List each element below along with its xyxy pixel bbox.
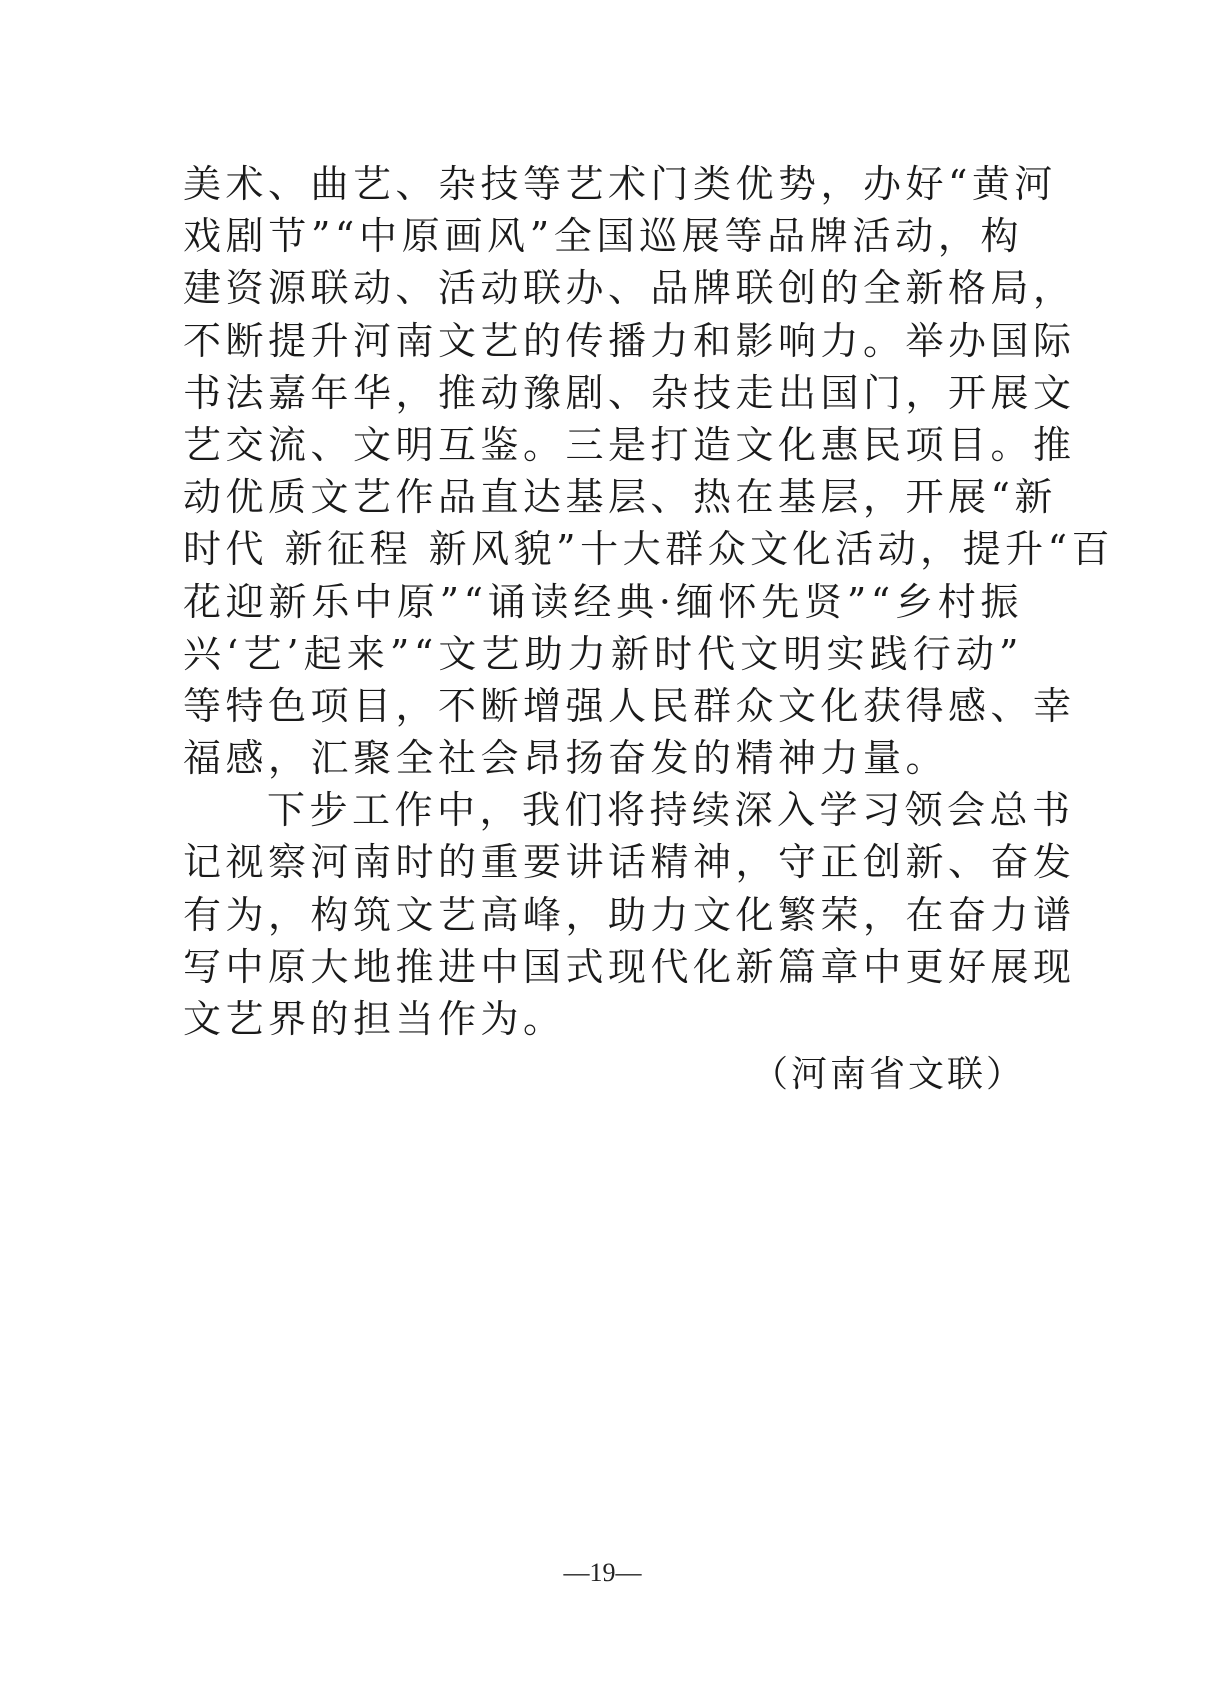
body-text: [183, 158, 1115, 1045]
text-line: 福感，汇聚全社会昂扬奋发的精神力量。: [183, 736, 949, 781]
text-line: 建资源联动、活动联办、品牌联创的全新格局，: [183, 266, 1076, 311]
text-line: 不断提升河南文艺的传播力和影响力。举办国际: [183, 318, 1076, 363]
text-line: 花迎新乐中原”“诵读经典·缅怀先贤”“乡村振: [183, 579, 1023, 624]
text-line: 兴‘艺’起来”“文艺助力新时代文明实践行动”: [183, 631, 1023, 676]
text-line: 美术、曲艺、杂技等艺术门类优势，办好“黄河: [183, 162, 1057, 206]
text-line: 时代 新征程 新风貌”十大群众文化活动，提升“百: [183, 527, 1115, 572]
text-line: 艺交流、文明互鉴。三是打造文化惠民项目。推: [183, 422, 1076, 467]
signature: （河南省文联）: [751, 1054, 1025, 1095]
page-number: —19—: [563, 1558, 642, 1587]
text-line: 记视察河南时的重要讲话精神，守正创新、奋发: [183, 840, 1076, 885]
text-line: 等特色项目，不断增强人民群众文化获得感、幸: [183, 683, 1076, 728]
text-line: 写中原大地推进中国式现代化新篇章中更好展现: [183, 944, 1076, 989]
text-line: 戏剧节”“中原画风”全国巡展等品牌活动，构: [183, 214, 1023, 259]
text-line: 动优质文艺作品直达基层、热在基层，开展“新: [183, 475, 1057, 520]
text-line: 下步工作中，我们将持续深入学习领会总书: [267, 788, 1075, 833]
text-line: 文艺界的担当作为。: [183, 997, 566, 1041]
text-line: 书法嘉年华，推动豫剧、杂技走出国门，开展文: [183, 370, 1076, 415]
text-line: 有为，构筑文艺高峰，助力文化繁荣，在奋力谱: [183, 892, 1076, 937]
